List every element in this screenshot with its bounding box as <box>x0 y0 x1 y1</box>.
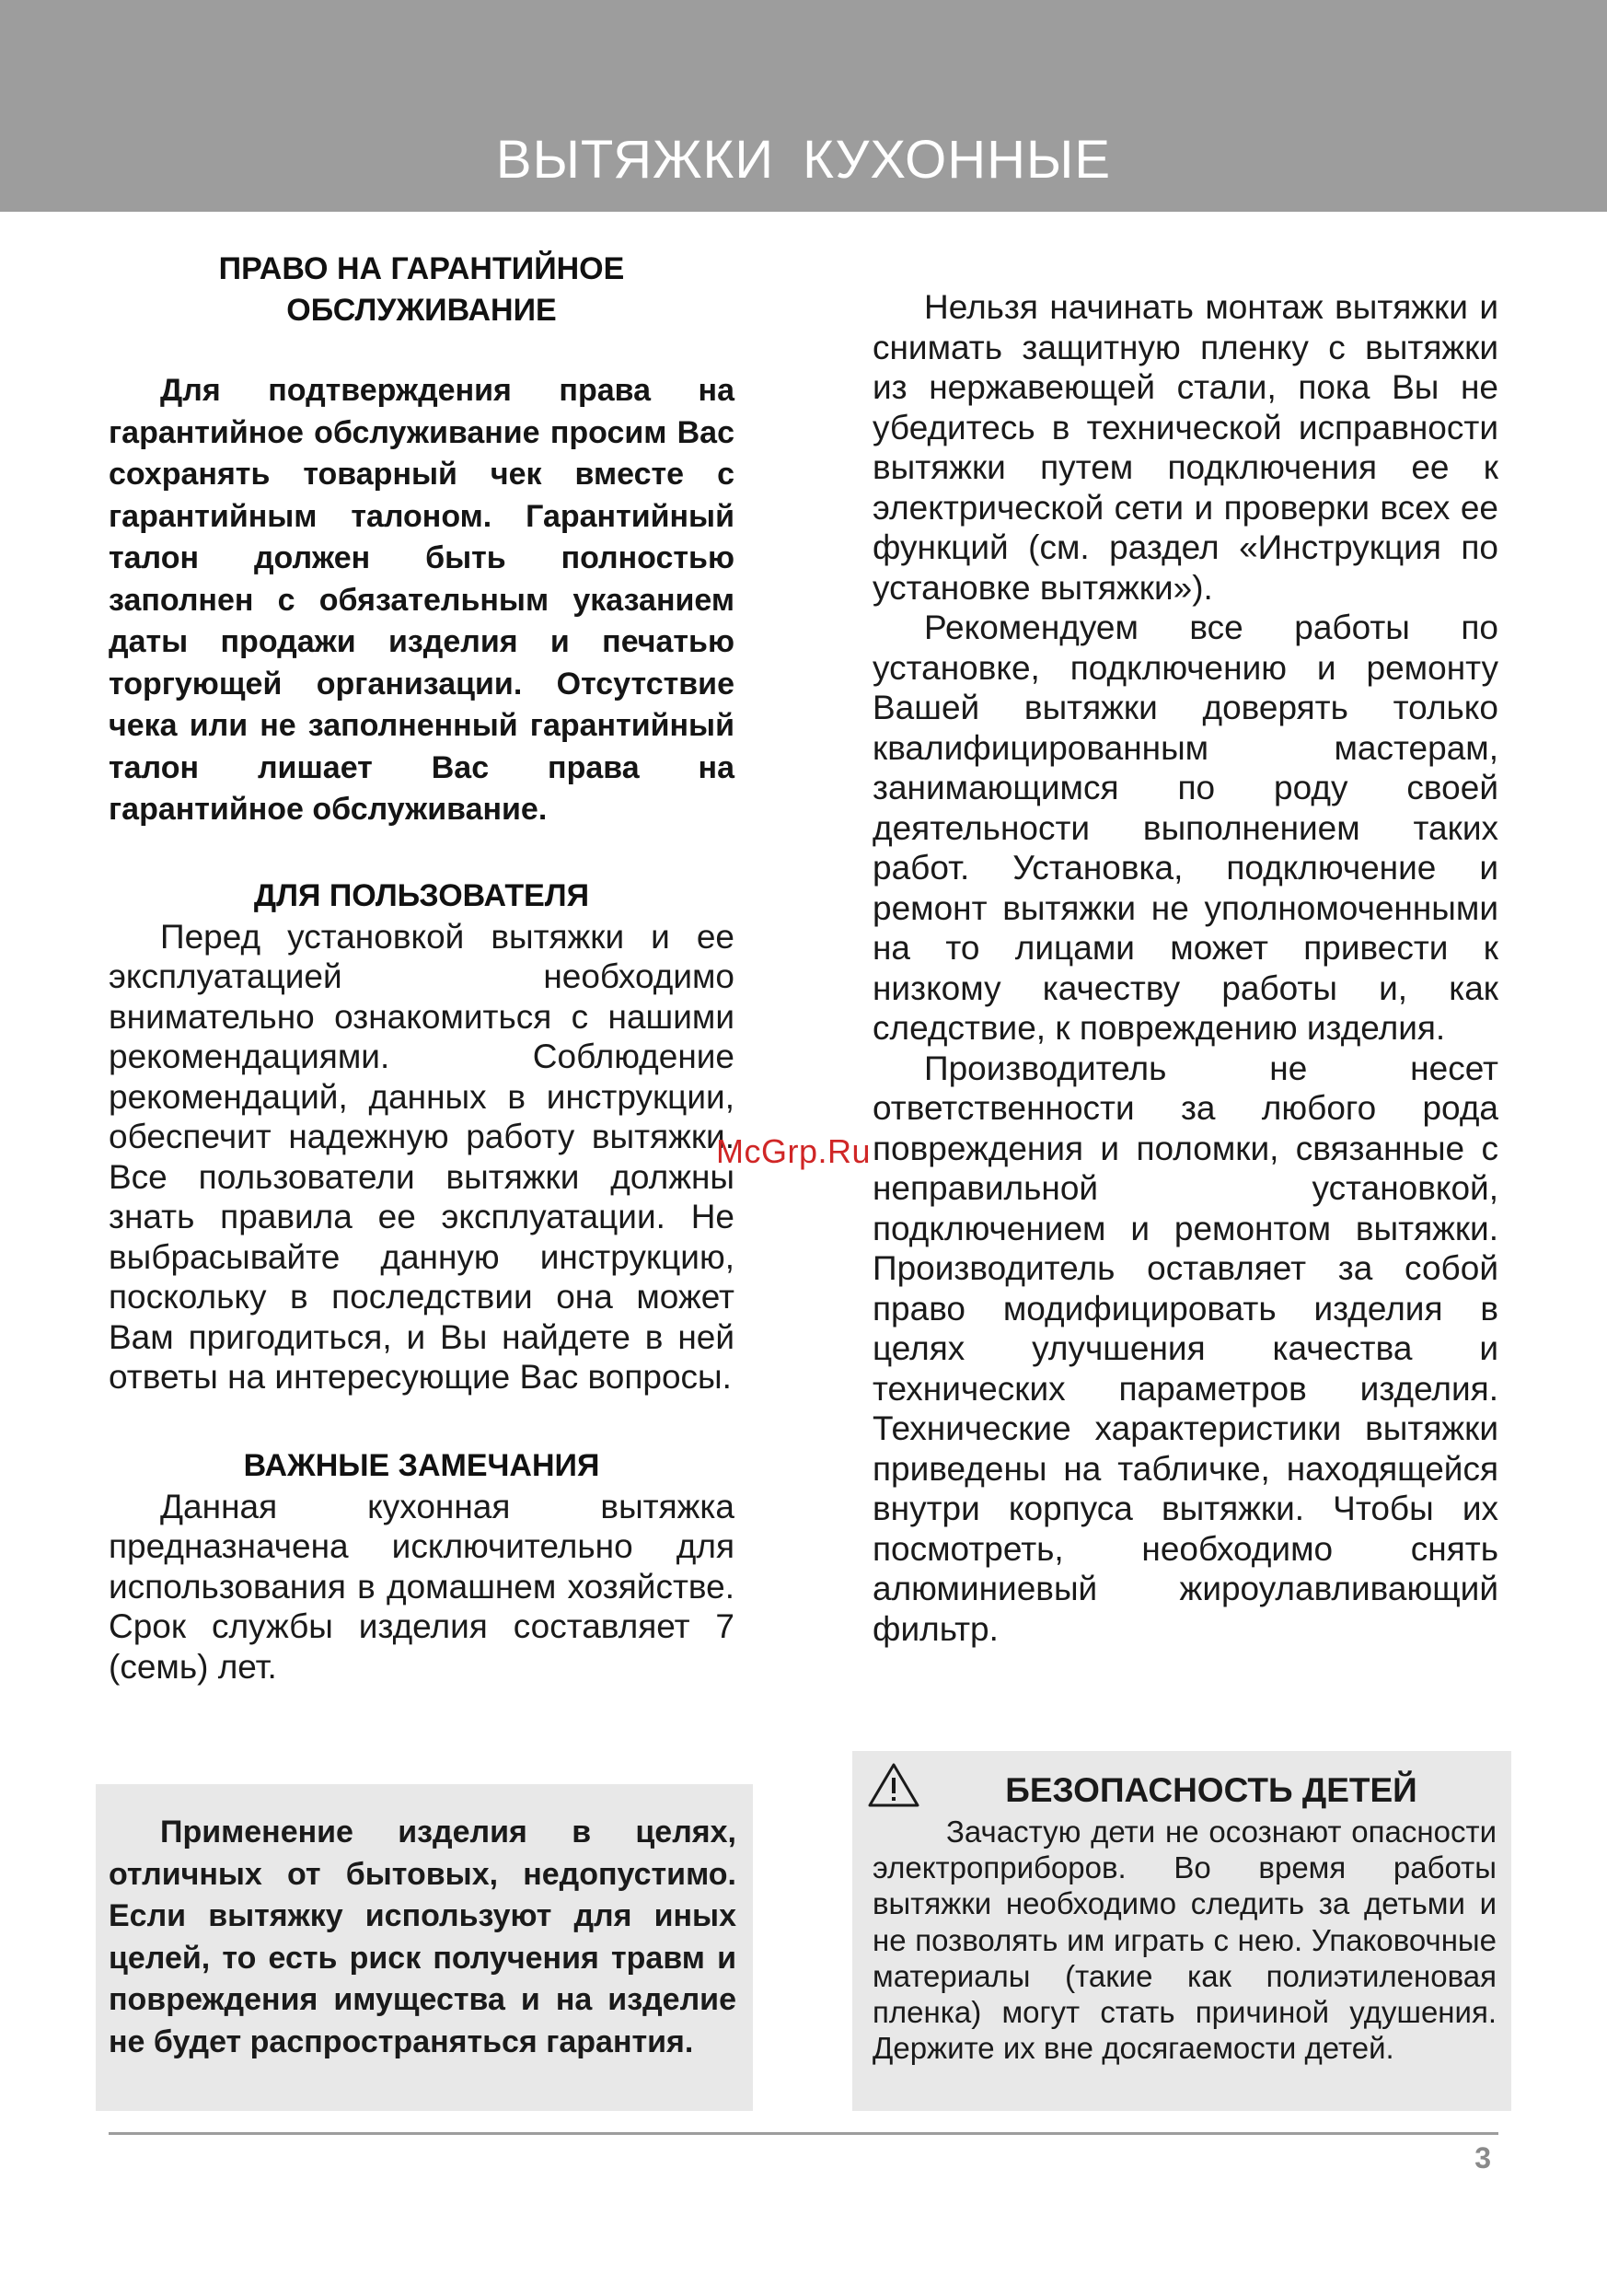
notes-heading: ВАЖНЫЕ ЗАМЕЧАНИЯ <box>243 1447 600 1483</box>
warning-triangle-icon <box>867 1762 920 1808</box>
child-safety-heading: БЕЗОПАСНОСТЬ ДЕТЕЙ <box>1005 1771 1417 1809</box>
footer-divider <box>109 2132 1498 2135</box>
usage-warning-text: Применение изделия в целях, отличных от бытовых, недопустимо. Если вытяжку используют для иных целей, то есть риск получения травм и повреждения имущества и на изделие не будет распространяться гарантия. <box>109 1815 736 2059</box>
page-title: ВЫТЯЖКИ КУХОННЫЕ <box>495 130 1112 190</box>
manufacturer-paragraph: Производитель не несет ответственности за любого рода повреждения и поломки, связанные с неправильной установкой, подключением и ремонтом вытяжки. Производитель оставляет за собой право модифицировать изделия в целях улучшения качества и технических параметров изделия. Технические характеристики вытяжки приведены на табличке, находящейся внутри корпуса вытяжки. Чтобы их посмотреть, необходимо снять алюминиевый жироулавливающий фильтр. <box>873 1049 1498 1648</box>
installation-paragraph: Нельзя начинать монтаж вытяжки и снимать защитную пленку с вытяжки из нержавеющей стали, пока Вы не убедитесь в технической исправности вытяжки путем подключения ее к электрической сети и проверки всех ее функций (см. раздел «Инструкция по установке вытяжки»). <box>873 288 1498 607</box>
user-heading: ДЛЯ ПОЛЬЗОВАТЕЛЯ <box>253 877 590 913</box>
right-column <box>873 287 1498 1649</box>
left-column <box>109 249 734 1687</box>
service-paragraph: Рекомендуем все работы по установке, подключению и ремонту Вашей вытяжки доверять только квалифицированным мастерам, занимающимся по роду своей деятельности выполнением таких работ. Установка, подключение и ремонт вытяжки не уполномоченными на то лицами может привести к низкому качеству работы и, как следствие, к повреждению изделия. <box>873 609 1498 1047</box>
warranty-text: Для подтверждения права на гарантийное обслуживание просим Вас сохранять товарный чек вместе с гарантийным талоном. Гарантийный талон должен быть полностью заполнен с обязательным указанием даты продажи изделия и печатью торгующей организации. Отсутствие чека или не заполненный гарантийный талон лишает Вас права на гарантийное обслуживание. <box>109 373 734 827</box>
page-header <box>0 0 1607 212</box>
notes-text: Данная кухонная вытяжка предназначена исключительно для использования в домашнем хозяйстве. Срок службы изделия составляет 7 (семь) лет. <box>109 1487 734 1686</box>
warranty-heading: ПРАВО НА ГАРАНТИЙНОЕ ОБСЛУЖИВАНИЕ <box>218 251 625 328</box>
child-safety-box <box>852 1751 1511 2111</box>
watermark: McGrp.Ru <box>716 1132 872 1170</box>
child-safety-text: Зачастую дети не осознают опасности электроприборов. Во время работы вытяжки необходимо следить за детьми и не позволять им играть с нею. Упаковочные материалы (такие как полиэтиленовая пленка) могут стать причиной удушения. Держите их вне досягаемости детей. <box>873 1815 1497 2066</box>
user-text: Перед установкой вытяжки и ее эксплуатацией необходимо внимательно ознакомиться с нашими рекомендациями. Соблюдение рекомендаций, данных в инструкции, обеспечит надежную работу вытяжки. Все пользователи вытяжки должны знать правила ее эксплуатации. Не выбрасывайте данную инструкцию, поскольку в последствии она может Вам пригодиться, и Вы найдете в ней ответы на интересующие Вас вопросы. <box>109 917 734 1396</box>
usage-warning-box <box>96 1784 753 2111</box>
page-number: 3 <box>1474 2141 1491 2174</box>
